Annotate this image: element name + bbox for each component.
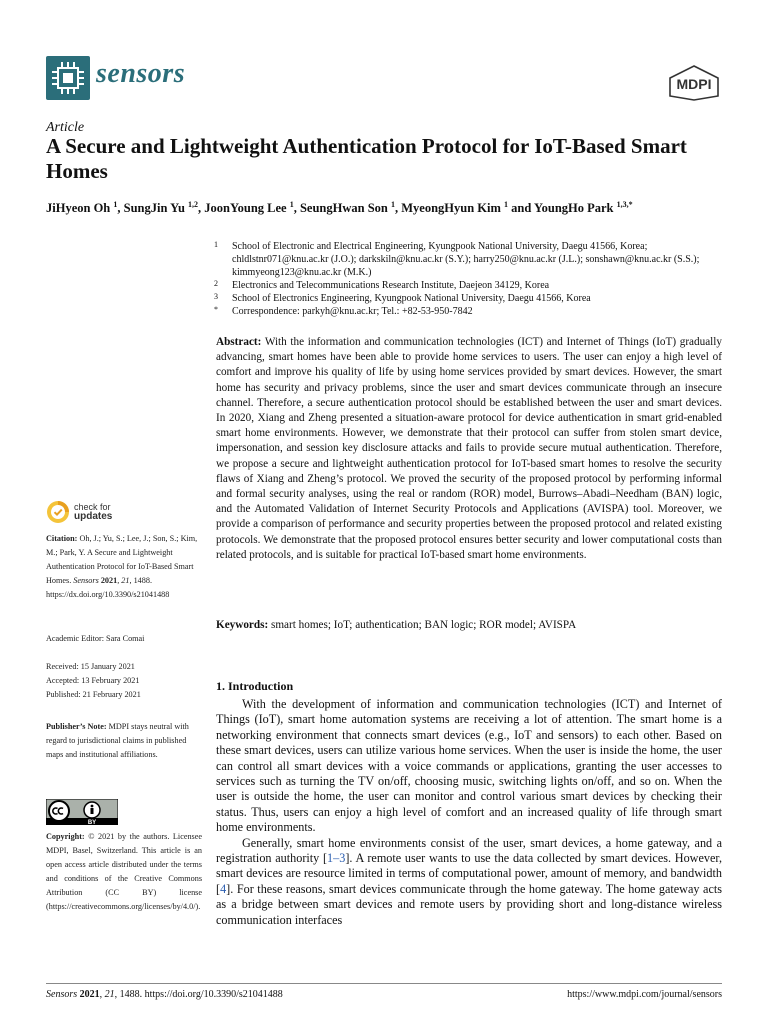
footer-journal-url[interactable]: https://www.mdpi.com/journal/sensors	[567, 989, 722, 1000]
keywords-text: smart homes; IoT; authentication; BAN logic; ROR model; AVISPA	[271, 619, 577, 631]
check-updates-line2: updates	[74, 511, 113, 522]
footer-volume: 21	[104, 989, 115, 1000]
author-name: JiHyeon Oh $^1$	[46, 200, 118, 216]
footer-divider	[46, 983, 722, 984]
keywords	[216, 618, 722, 633]
mdpi-logo-icon[interactable]	[666, 64, 722, 102]
intro-paragraph-2: Generally, smart home environments consist of the user, smart devices, a home gateway, and a registration authority [1–3]. A remote user wants to use the data collected by smart devices. However, smart devices are resource limited in terms of computational power, amount of memory, and bandwidth [4]. For these reasons, smart devices communicate through the home gateway. The home gateway acts as a bridge between smart devices and remote users by providing short and long-distance wireless communication interfaces	[216, 835, 722, 927]
accepted-date: Accepted: 13 February 2021	[46, 676, 140, 685]
academic-editor: Academic Editor: Sara Comai	[46, 634, 145, 643]
abstract-label: Abstract:	[216, 336, 262, 348]
author-affiliation-sup: 1,3,*	[616, 200, 633, 209]
author-affiliation-sup: 1	[289, 200, 294, 209]
citation-link-4[interactable]: 4	[220, 881, 227, 896]
author-name: SungJin Yu $^{1,2}$	[123, 200, 199, 216]
journal-name[interactable]: sensors	[96, 58, 186, 89]
cc-by-label: BY	[87, 820, 97, 825]
author-name: SeungHwan Son $^1$	[299, 200, 395, 216]
publisher-note-label: Publisher’s Note:	[46, 722, 107, 731]
affiliation-number: 2	[214, 279, 218, 288]
intro-paragraph-1: With the development of information and communication technologies (ICT) and Internet of Things (IoT), smart home automation systems are receiving a lot of attention. The smart home is a networking environment that connects smart devices (e.g., IoT and sensors) to each other. Based on these smart devices, users can utilize various home services. When the user is inside the home, the user can control all smart devices with a voice commands or applications, granting the user accesses to services such as turning the TV on/off, choosing music, switching lights on/off, and so on. When the user is outside the home, the user can monitor and control various smart devices by checking their status. Thus, users can enjoy a high level of comfort and an increased quality of life through smart home environments.	[216, 697, 722, 835]
cc-by-license-icon[interactable]	[46, 799, 118, 825]
abstract	[216, 335, 722, 563]
journal-logo-icon	[46, 56, 90, 100]
affiliation-text: Electronics and Telecommunications Research Institute, Daejeon 34129, Korea	[232, 280, 550, 291]
affiliation-item	[214, 240, 734, 279]
author-list: JiHyeon Oh $^1$, SungJin Yu $^{1,2}$, JoonYoung Lee $^1$, SeungHwan Son $^1$, MyeongHyun Kim $^1$ and YoungHo Park $^{1,3,*}$	[46, 200, 633, 216]
author-affiliation-sup: 1	[390, 200, 395, 209]
section-heading-introduction: 1. Introduction	[216, 679, 294, 693]
copyright-text: © 2021 by the authors. Licensee MDPI, Basel, Switzerland. This article is an open access article distributed under the terms and conditions of the Creative Commons Attribution (CC BY) license (https://creativecommons.org/licenses/by/4.0/).	[46, 832, 203, 911]
affiliation-item	[214, 292, 734, 305]
author-affiliation-sup: 1	[113, 200, 118, 209]
citation-doi[interactable]: , 1488. https://dx.doi.org/10.3390/s21041488	[46, 576, 170, 599]
author-name: JoonYoung Lee $^1$	[204, 200, 294, 216]
publisher-note	[46, 720, 202, 762]
footer-citation: Sensors 2021, 21, 1488. https://doi.org/10.3390/s21041488	[46, 989, 283, 1000]
dates-block	[46, 660, 202, 702]
affiliation-number: 1	[214, 240, 218, 249]
author-affiliation-sup: 1,2	[188, 200, 199, 209]
author-affiliation-sup: 1	[504, 200, 509, 209]
affiliation-number: *	[214, 305, 218, 314]
check-updates-line1: check for	[74, 502, 111, 512]
citation-label: Citation:	[46, 534, 78, 543]
affiliation-item	[214, 279, 734, 292]
citation-link-1-3[interactable]: 1–3	[327, 851, 346, 866]
received-date: Received: 15 January 2021	[46, 662, 135, 671]
citation-journal: Sensors	[73, 576, 99, 585]
citation-year: 2021	[100, 576, 118, 585]
paper-title: A Secure and Lightweight Authentication Protocol for IoT-Based Smart Homes	[46, 134, 687, 183]
footer-journal: Sensors	[46, 989, 78, 1000]
publisher-note-text: MDPI stays neutral with regard to jurisdictional claims in published maps and institutional affiliations.	[46, 722, 189, 759]
affiliation-text: School of Electronic and Electrical Engineering, Kyungpook National University, Daegu 41566, Korea; chldlstnr071@knu.ac.kr (J.O.); darkskiln@knu.ac.kr (S.Y.); harry250@knu.ac.kr (J.L.); sonshawn@knu.ac.kr (S.S.); kimmyeong123@knu.ac.kr (M.K.)	[232, 241, 700, 278]
footer-doi-link[interactable]: , 1488. https://doi.org/10.3390/s21041488	[114, 989, 283, 1000]
citation-block: Citation: Oh, J.; Yu, S.; Lee, J.; Son, S.; Kim, M.; Park, Y. A Secure and Lightweight Authentication Protocol for IoT-Based Smart Homes. Sensors 2021, 21, 1488. https://dx.doi.org/10.3390/s21041488	[46, 534, 198, 599]
published-date: Published: 21 February 2021	[46, 690, 141, 699]
abstract-text: With the information and communication technologies (ICT) and Internet of Things (IoT) gradually advancing, smart homes have been able to provide home services to users. The user can enjoy a high level of comfort and improve his quality of life by using home services provided by smart devices. However, the smart home has security and privacy problems, since the user and smart devices communicate through an insecure channel. Therefore, a secure authentication protocol should be established between the user and smart devices. In 2020, Xiang and Zheng presented a situation-aware protocol for device authentication in smart grid-enabled smart home environments. However, we demonstrate that their protocol can suffer from stolen smart device, impersonation, and session key disclosure attacks and fails to provide secure mutual authentication. Therefore, we propose a secure and lightweight authentication protocol for IoT-based smart homes to resolve the security flaws of Xiang and Zheng’s protocol. We proved the security of the proposed protocol by performing informal and formal security analyses, using the real or random (ROR) model, Burrows–Abadi–Needham (BAN) logic, and the Automated Validation of Internet Security Protocols and Applications (AVISPA) tool. Moreover, we provide a comparison of performance and security properties between the proposed protocol and related existing protocols. We demonstrate that the proposed protocol ensures better security and lower computational costs than related protocols, and is suitable for practical IoT-based smart home environments.	[216, 336, 722, 561]
introduction-body	[216, 697, 722, 928]
affiliation-text: School of Electronics Engineering, Kyungpook National University, Daegu 41566, Korea	[232, 293, 591, 304]
copyright-label: Copyright:	[46, 832, 85, 841]
affiliation-item	[214, 305, 734, 318]
check-updates-icon	[46, 500, 70, 524]
keywords-label: Keywords:	[216, 619, 269, 631]
footer-year: 2021	[79, 989, 100, 1000]
citation-volume: 21	[121, 576, 130, 585]
check-for-updates-button[interactable]	[46, 498, 166, 528]
copyright-notice	[46, 830, 202, 914]
author-name: MyeongHyun Kim $^1$	[401, 200, 509, 216]
author-name: YoungHo Park $^{1,3,*}$	[533, 200, 633, 216]
affiliation-number: 3	[214, 292, 218, 301]
affiliation-text: Correspondence: parkyh@knu.ac.kr; Tel.: +82-53-950-7842	[232, 306, 473, 317]
affiliations	[214, 240, 734, 318]
article-type: Article	[46, 120, 85, 135]
citation-text: Oh, J.; Yu, S.; Lee, J.; Son, S.; Kim, M.; Park, Y. A Secure and Lightweight Authentication Protocol for IoT-Based Smart Homes.	[46, 534, 198, 585]
mdpi-logo-text: MDPI	[676, 76, 712, 92]
